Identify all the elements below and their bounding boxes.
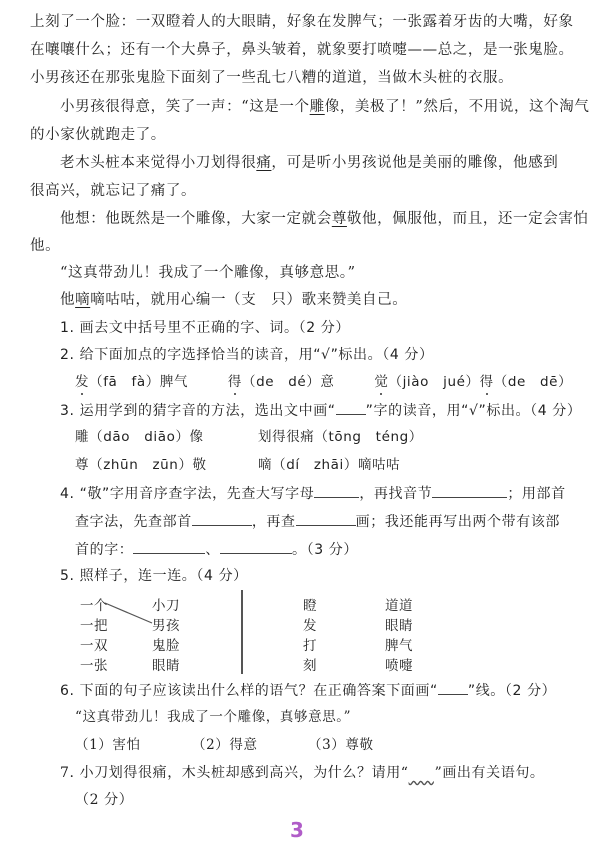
text: 他: [60, 292, 76, 308]
passage-line: 上刻了一个脸：一双瞪着人的大眼睛，好象在发脾气；一张露着牙齿的大嘴，好象: [30, 14, 574, 30]
passage-line: 他。: [30, 238, 61, 254]
question-5: 5. 照样子，连一连。（4 分）: [60, 568, 248, 584]
match-right-target[interactable]: 道道: [385, 598, 413, 614]
passage-line: 的小家伙就跑走了。: [30, 127, 166, 143]
underline-sample: [438, 680, 468, 695]
dotted-char: 得: [479, 374, 494, 390]
match-left-item[interactable]: 一双: [80, 638, 108, 654]
text: 画；我还能再写出两个带有该部: [355, 514, 561, 530]
dotted-char: 发: [75, 374, 90, 390]
text: 首的字：: [75, 542, 134, 558]
q2-option-text: （fā fà）脾气: [89, 374, 189, 390]
q6-option[interactable]: （2）得意: [192, 737, 258, 753]
text: 嘀咕咕，就用心编一（支 只）歌来赞美自己。: [90, 292, 408, 308]
passage-line: 很高兴，就忘记了痛了。: [30, 183, 197, 199]
q3-option: 尊（zhūn zūn）敬: [75, 457, 207, 473]
text: ”字的读音，用“√”标出。（4 分）: [365, 403, 582, 419]
text: 他想：他既然是一个雕像，大家一定就会: [60, 211, 332, 227]
text: 6. 下面的句子应该读出什么样的语气？在正确答案下面画“: [60, 683, 438, 699]
text: ，再找音节: [359, 486, 433, 502]
text: 3. 运用学到的猜字音的方法，选出文中画“: [60, 403, 336, 419]
text: 小男孩很得意，笑了一声：“这是一个: [60, 99, 310, 115]
text: 敬他，佩服他，而且，还一定会害怕: [346, 211, 589, 227]
underlined-char: 雕: [309, 99, 325, 115]
match-right-target[interactable]: 喷嚏: [385, 658, 413, 674]
q6-quote: “这真带劲儿！我成了一个雕像，真够意思。”: [75, 709, 352, 725]
underlined-char: 尊: [331, 211, 347, 227]
match-right-item[interactable]: 打: [303, 638, 317, 654]
q3-option: 划得很痛（tōng téng）: [258, 429, 423, 445]
match-left-item[interactable]: 一把: [80, 618, 108, 634]
text: 。（3 分）: [292, 542, 358, 558]
match-right-item[interactable]: 发: [303, 618, 317, 634]
text: ；用部首: [507, 486, 566, 502]
match-left-target[interactable]: 小刀: [152, 598, 180, 614]
text: 像，美极了！”然后，不用说，这个淘气: [324, 99, 590, 115]
q2-option-text: （de dē）: [493, 374, 573, 390]
match-left-item[interactable]: 一个: [80, 598, 108, 614]
text: 老木头桩本来觉得小刀划得很: [60, 155, 257, 171]
passage-quote: “这真带劲儿！我成了一个雕像，真够意思。”: [60, 265, 356, 281]
question-1: 1. 画去文中括号里不正确的字、词。（2 分）: [60, 320, 350, 336]
text: ”线。（2 分）: [467, 683, 557, 699]
passage-line: 小男孩还在那张鬼脸下面刻了一些乱七八糟的道道，当做木头桩的衣服。: [30, 70, 514, 86]
q2-option-text: （de dé）意: [241, 374, 335, 390]
text: ，再查: [251, 514, 296, 530]
text: ”画出有关语句。: [434, 765, 545, 781]
q2-option-text: （jiào jué）: [388, 374, 480, 390]
column-divider: [241, 590, 243, 674]
passage-line: 在嚷嚷什么；还有一个大鼻子，鼻头皱着，就象要打喷嚏——总之，是一张鬼脸。: [30, 42, 574, 58]
question-6: [60, 680, 556, 701]
match-right-item[interactable]: 刻: [303, 658, 317, 674]
underlined-char: 嘀: [75, 292, 91, 308]
underlined-char: 痛: [256, 155, 272, 171]
text: 4. “敬”字用音序查字法，先查大写字母: [60, 486, 315, 502]
q6-option[interactable]: （1）害怕: [75, 737, 141, 753]
page-number: 3: [290, 818, 304, 842]
match-left-target[interactable]: 眼睛: [152, 658, 180, 674]
wavy-line-sample: [409, 763, 435, 783]
match-right-target[interactable]: 眼睛: [385, 618, 413, 634]
question-2: 2. 给下面加点的字选择恰当的读音，用“√”标出。（4 分）: [60, 347, 434, 363]
q7-points: （2 分）: [75, 792, 134, 808]
match-left-target[interactable]: 鬼脸: [152, 638, 180, 654]
dotted-char: 觉: [374, 374, 389, 390]
match-left-target[interactable]: 男孩: [152, 618, 180, 634]
match-right-target[interactable]: 脾气: [385, 638, 413, 654]
dotted-char: 得: [227, 374, 242, 390]
text: 查字法，先查部首: [75, 514, 192, 530]
q3-option: 雕（dāo diāo）像: [75, 429, 204, 445]
text: 、: [205, 542, 221, 558]
q6-option[interactable]: （3）尊敬: [308, 737, 374, 753]
match-right-item[interactable]: 瞪: [303, 598, 317, 614]
text: 7. 小刀划得很痛，木头桩却感到高兴，为什么？请用“: [60, 765, 409, 781]
question-7: [60, 763, 545, 783]
q3-option: 嘀（dí zhāi）嘀咕咕: [258, 457, 401, 473]
text: ，可是听小男孩说他是美丽的雕像，他感到: [271, 155, 559, 171]
match-left-item[interactable]: 一张: [80, 658, 108, 674]
